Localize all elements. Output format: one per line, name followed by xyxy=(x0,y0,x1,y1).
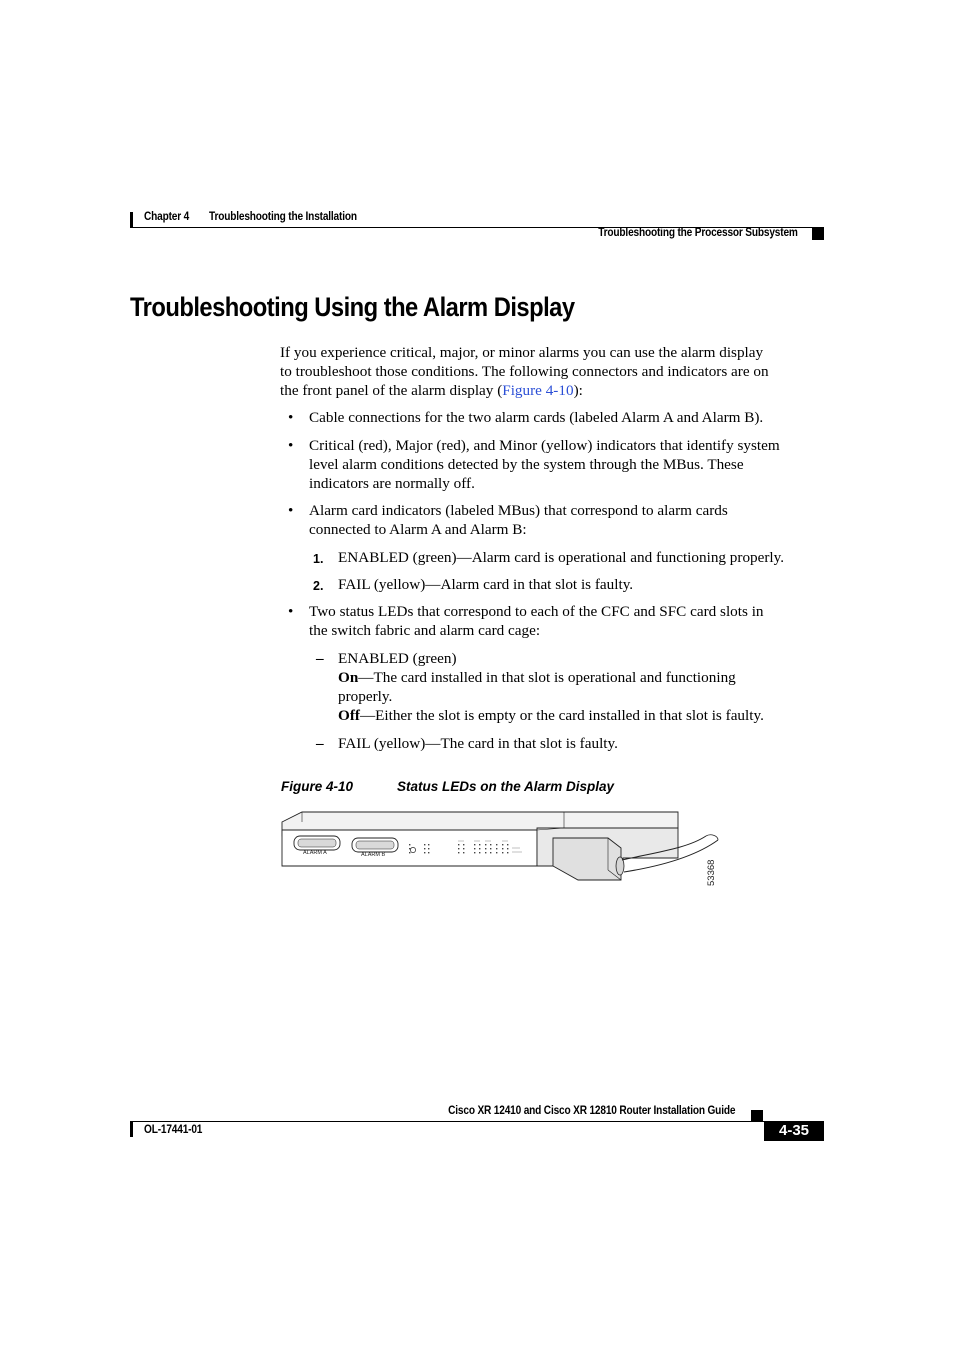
page-title: Troubleshooting Using the Alarm Display xyxy=(130,292,575,322)
number-mark: 1. xyxy=(313,552,324,566)
alarm-a-label: ALARM A xyxy=(303,850,327,856)
bullet-mark: • xyxy=(288,603,294,620)
intro-line: If you experience critical, major, or minor alarms you can use the alarm display xyxy=(280,344,764,361)
figure-caption: Status LEDs on the Alarm Display xyxy=(397,779,615,794)
page-number: 4-35 xyxy=(764,1121,824,1141)
header-right-block xyxy=(812,228,824,240)
number-mark: 2. xyxy=(313,579,324,593)
art-id: 53368 xyxy=(706,859,717,886)
intro-line: to troubleshoot those conditions. The following connectors and indicators are on xyxy=(280,363,769,380)
bullet-mark: • xyxy=(288,409,294,426)
alarm-b-label: ALARM B xyxy=(361,852,386,858)
figure-link[interactable]: Figure 4-10 xyxy=(502,382,574,399)
footer-left-bar xyxy=(130,1121,133,1137)
bullet-mark: • xyxy=(288,502,294,519)
footer-rule xyxy=(130,1121,824,1122)
header-left-bar xyxy=(130,212,133,228)
dash-mark: – xyxy=(316,735,324,752)
intro-paragraph xyxy=(280,343,840,400)
bullet-mark: • xyxy=(288,437,294,454)
header-chapter: Chapter 4 xyxy=(144,211,190,223)
footer-guide-title: Cisco XR 12410 and Cisco XR 12810 Router Installation Guide xyxy=(447,1105,735,1117)
alarm-display-illustration xyxy=(278,808,728,900)
dash-mark: – xyxy=(316,650,324,667)
intro-line: the front panel of the alarm display (Figure 4-10): xyxy=(280,382,583,399)
header-chapter-title: Troubleshooting the Installation xyxy=(209,211,357,223)
figure-number: Figure 4-10 xyxy=(281,779,354,794)
header-section: Troubleshooting the Processor Subsystem xyxy=(598,227,798,239)
footer-doc-number: OL-17441-01 xyxy=(144,1124,203,1136)
